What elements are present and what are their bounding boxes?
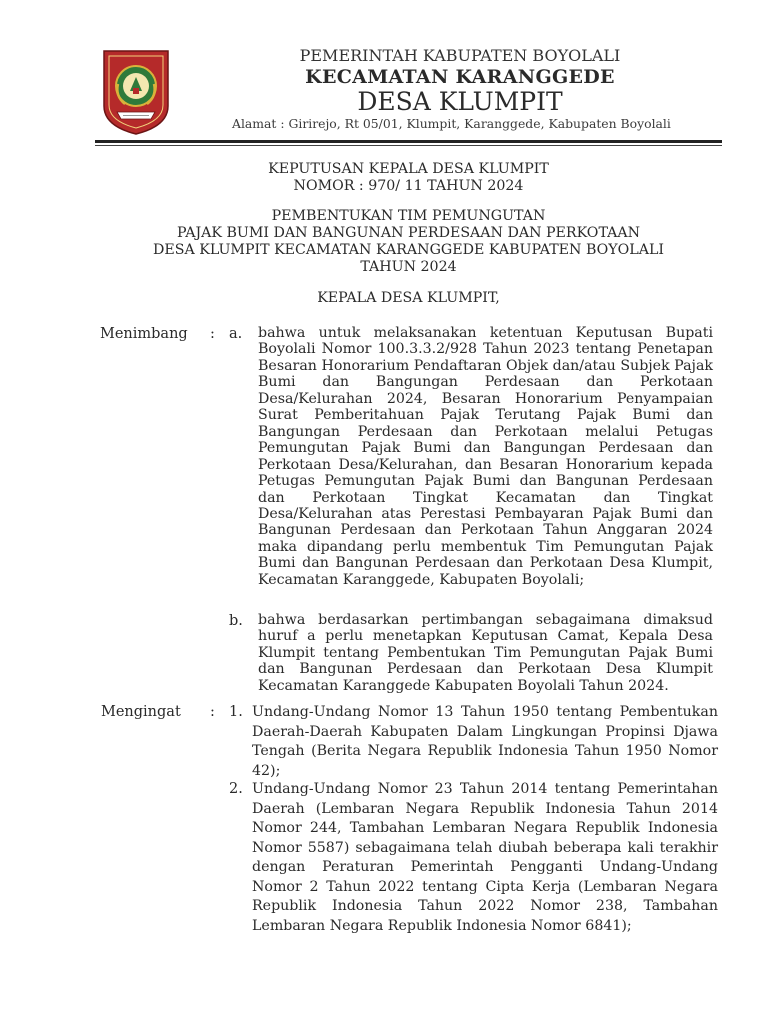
menimbang-b-text: bahwa berdasarkan pertimbangan sebagaimana dimaksud huruf a perlu menetapkan Keputusan Camat, Kepala Desa Klumpit tentang Pembentukan Tim Pemungutan Pajak Bumi dan Bangunan Perdesaan dan Perkotaan Desa Klumpit Kecamatan Karanggede Kabupaten Boyolali Tahun 2024. bbox=[258, 612, 713, 694]
menimbang-a-text: bahwa untuk melaksanakan ketentuan Keputusan Bupati Boyolali Nomor 100.3.3.2/928 Tahun 2023 tentang Penetapan Besaran Honorarium Pendaftaran Objek dan/atau Subjek Pajak Bumi dan Bangungan Perdesaan dan Perkotaan Desa/Kelurahan 2024, Besaran Honorarium Penyampaian Surat Pemberitahuan Pajak Terutang Pajak Bumi dan Bangungan Perdesaan dan Perkotaan melalui Petugas Pemungutan Pajak Bumi dan Bangungan Perdesaan dan Perkotaan Desa/Kelurahan, dan Besaran Honorarium kepada Petugas Pemungutan Pajak Bumi dan Bangunan Perdesaan dan Perkotaan Tingkat Kecamatan dan Tingkat Desa/Kelurahan atas Perestasi Pembayaran Pajak Bumi dan Bangunan Perdesaan dan Perkotaan Tahun Anggaran 2024 maka dipandang perlu membentuk Tim Pemungutan Pajak Bumi dan Bangunan Perdesaan dan Perkotaan Desa Klumpit, Kecamatan Karanggede, Kabupaten Boyolali; bbox=[258, 325, 713, 588]
decree-subject-line-1: PEMBENTUKAN TIM PEMUNGUTAN bbox=[271, 208, 546, 224]
header-rule-thick bbox=[95, 140, 722, 143]
decree-title: KEPUTUSAN KEPALA DESA KLUMPIT bbox=[268, 161, 549, 177]
decree-subject-line-4: TAHUN 2024 bbox=[360, 259, 457, 275]
header-rule-thin bbox=[95, 145, 722, 146]
menimbang-a-marker: a. bbox=[229, 326, 243, 342]
boyolali-emblem bbox=[101, 48, 171, 136]
header-government: PEMERINTAH KABUPATEN BOYOLALI bbox=[299, 46, 621, 65]
header-address: Alamat : Girirejo, Rt 05/01, Klumpit, Karanggede, Kabupaten Boyolali bbox=[232, 116, 671, 131]
mengingat-label: Mengingat bbox=[101, 704, 181, 720]
mengingat-1-text: Undang-Undang Nomor 13 Tahun 1950 tentang Pembentukan Daerah-Daerah Kabupaten Dalam Lingkungan Propinsi Djawa Tengah (Berita Negara Republik Indonesia Tahun 1950 Nomor 42); bbox=[252, 704, 718, 779]
header-village: DESA KLUMPIT bbox=[357, 87, 563, 116]
mengingat-1-marker: 1. bbox=[229, 704, 243, 720]
mengingat-2-text: Undang-Undang Nomor 23 Tahun 2014 tentang Pemerintahan Daerah (Lembaran Negara Republik Indonesia Tahun 2014 Nomor 244, Tambahan Lembaran Negara Republik Indonesia Nomor 5587) sebagaimana telah diubah beberapa kali terakhir dengan Peraturan Pemerintah Pengganti Undang-Undang Nomor 2 Tahun 2022 tentang Cipta Kerja (Lembaran Negara Republik Indonesia Tahun 2022 Nomor 238, Tambahan Lembaran Negara Republik Indonesia Nomor 6841); bbox=[252, 781, 718, 934]
menimbang-label: Menimbang bbox=[100, 326, 188, 342]
mengingat-colon: : bbox=[210, 704, 215, 720]
menimbang-colon: : bbox=[210, 326, 215, 342]
decree-number: NOMOR : 970/ 11 TAHUN 2024 bbox=[293, 178, 524, 194]
decree-subject-line-2: PAJAK BUMI DAN BANGUNAN PERDESAAN DAN PERKOTAAN bbox=[176, 225, 641, 241]
header-district: KECAMATAN KARANGGEDE bbox=[305, 66, 615, 88]
decree-authority: KEPALA DESA KLUMPIT, bbox=[317, 290, 500, 306]
decree-subject-line-3: DESA KLUMPIT KECAMATAN KARANGGEDE KABUPATEN BOYOLALI bbox=[153, 242, 664, 258]
mengingat-2-marker: 2. bbox=[229, 781, 243, 797]
menimbang-b-marker: b. bbox=[229, 613, 243, 629]
